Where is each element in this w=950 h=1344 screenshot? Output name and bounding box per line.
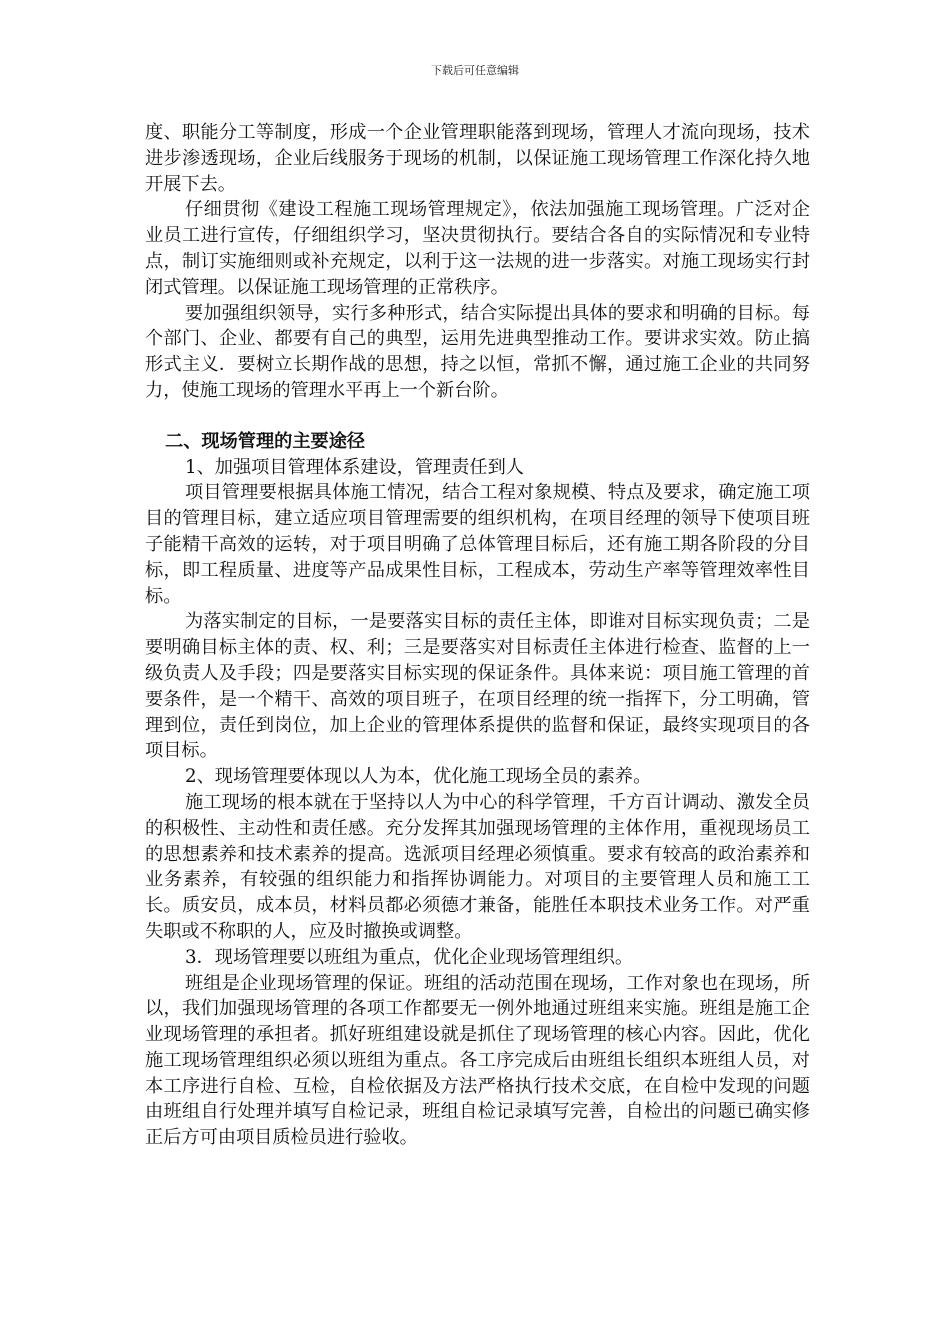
page-header-note: 下载后可任意编辑 bbox=[431, 64, 519, 77]
paragraph-team-focus: 班组是企业现场管理的保证。班组的活动范围在现场，工作对象也在现场，所以，我们加强现场管理的各项工作都要无一例外地通过班组来实施。班组是施工企业现场管理的承担者。抓好班组建设就是抓住了现场管理的核心内容。因此，优化施工现场管理组织必须以班组为重点。各工序完成后由班组长组织本班组人员，对本工序进行自检、互检，自检依据及方法严格执行技术交底，在自检中发现的问题由班组自行处理并填写自检记录，班组自检记录填写完善，自检出的问题已确实修正后方可由项目质检员进行验收。 bbox=[145, 972, 810, 1149]
paragraph-implement-regulations: 仔细贯彻《建设工程施工现场管理规定》，依法加强施工现场管理。广泛对企业员工进行宣传，仔细组织学习，坚决贯彻执行。要结合各自的实际情况和专业特点，制订实施细则或补充规定，以利于这一法规的进一步落实。对施工现场实行封闭式管理。以保证施工现场管理的正常秩序。 bbox=[145, 199, 810, 298]
paragraph-continuation: 度、职能分工等制度，形成一个企业管理职能落到现场，管理人才流向现场，技术进步渗透现场，企业后线服务于现场的机制，以保证施工现场管理工作深化持久地开展下去。 bbox=[145, 122, 810, 195]
paragraph-project-management: 项目管理要根据具体施工情况，结合工程对象规模、特点及要求，确定施工项目的管理目标，建立适应项目管理需要的组织机构，在项目经理的领导下使项目班子能精干高效的运转，对于项目明确了总体管理目标后，还有施工期各阶段的分目标，即工程质量、进度等产品成果性目标，工程成本，劳动生产率等管理效率性目标。 bbox=[145, 482, 810, 607]
document-body bbox=[145, 120, 810, 1151]
subheading-3: 3．现场管理要以班组为重点，优化企业现场管理组织。 bbox=[185, 946, 634, 968]
paragraph-organization-leadership: 要加强组织领导，实行多种形式，结合实际提出具体的要求和明确的目标。每个部门、企业、都要有自己的典型，运用先进典型推动工作。要讲求实效。防止搞形式主义．要树立长期作战的思想，持之以恒，常抓不懈，通过施工企业的共同努力，使施工现场的管理水平再上一个新台阶。 bbox=[145, 302, 810, 401]
subheading-1: 1、加强项目管理体系建设，管理责任到人 bbox=[185, 456, 524, 478]
section-heading-main-approaches: 二、现场管理的主要途径 bbox=[165, 430, 366, 452]
subheading-2: 2、现场管理要体现以人为本，优化施工现场全员的素养。 bbox=[185, 766, 652, 788]
paragraph-target-implementation: 为落实制定的目标，一是要落实目标的责任主体，即谁对目标实现负责；二是要明确目标主体的责、权、利；三是要落实对目标责任主体进行检查、监督的上一级负责人及手段；四是要落实目标实现的保证条件。具体来说：项目施工管理的首要条件，是一个精干、高效的项目班子，在项目经理的统一指挥下，分工明确，管理到位，责任到岗位，加上企业的管理体系提供的监督和保证，最终实现项目的各项目标。 bbox=[145, 611, 810, 762]
paragraph-people-oriented: 施工现场的根本就在于坚持以人为中心的科学管理，千方百计调动、激发全员的积极性、主动性和责任感。充分发挥其加强现场管理的主体作用，重视现场员工的思想素养和技术素养的提高。选派项目经理必须慎重。要求有较高的政治素养和业务素养，有较强的组织能力和指挥协调能力。对项目的主要管理人员和施工工长。质安员，成本员，材料员都必须德才兼备，能胜任本职技术业务工作。对严重失职或不称职的人，应及时撤换或调整。 bbox=[145, 791, 810, 942]
